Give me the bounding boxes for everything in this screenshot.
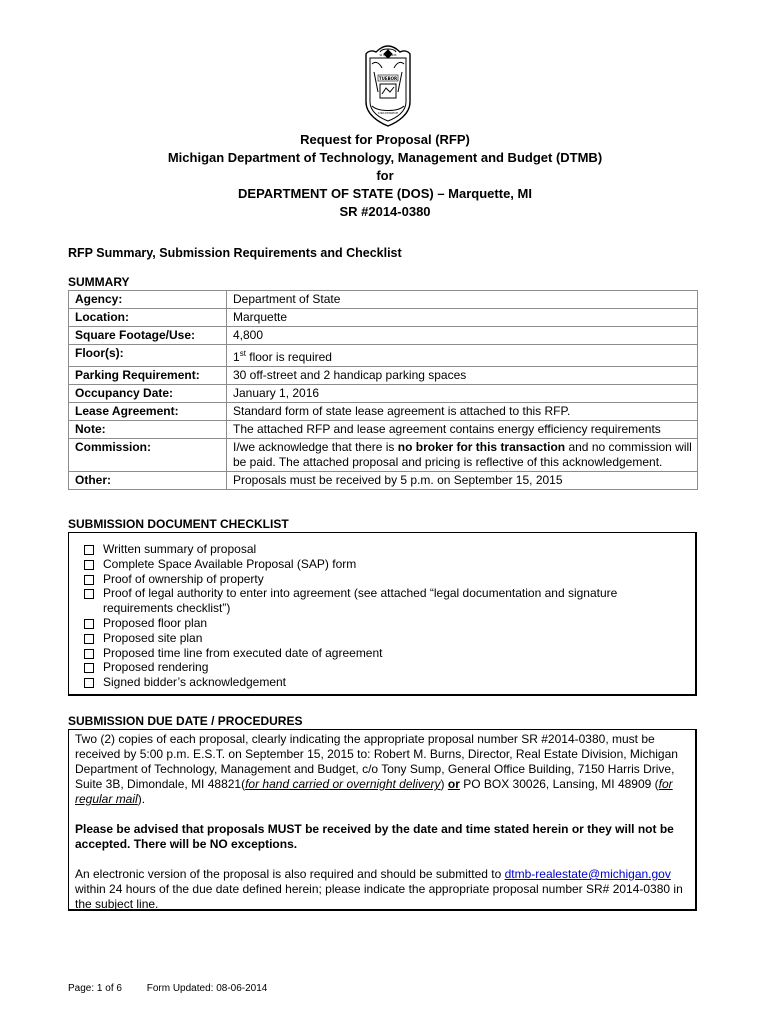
row-value: Department of State xyxy=(227,291,698,309)
michigan-seal-logo xyxy=(352,42,424,128)
row-value: 30 off-street and 2 handicap parking spaces xyxy=(227,367,698,385)
checkbox[interactable] xyxy=(84,589,94,599)
checkbox[interactable] xyxy=(84,634,94,644)
checklist-item xyxy=(83,586,673,616)
instructions-text: ) xyxy=(440,777,448,791)
checklist-item xyxy=(83,675,673,690)
seal-bottom-text: CIRCUMSPICE xyxy=(377,111,399,115)
table-row xyxy=(69,403,698,421)
table-row xyxy=(69,385,698,403)
checklist xyxy=(83,542,673,690)
due-date-heading: SUBMISSION DUE DATE / PROCEDURES xyxy=(68,714,303,728)
row-label: Note: xyxy=(69,421,227,439)
floor-suffix: st xyxy=(239,349,246,358)
checklist-item xyxy=(83,557,673,572)
row-label: Other: xyxy=(69,472,227,490)
table-row xyxy=(69,345,698,367)
title-line-4: DEPARTMENT OF STATE (DOS) – Marquette, MI xyxy=(238,186,532,201)
row-value: 4,800 xyxy=(227,327,698,345)
checkbox[interactable] xyxy=(84,619,94,629)
checklist-item-label: Proof of legal authority to enter into agreement (see attached “legal documentation and signature requirements checklist”) xyxy=(103,586,618,616)
floor-text: floor is required xyxy=(245,350,332,364)
instructions-text: PO BOX 30026, Lansing, MI 48909 ( xyxy=(459,777,659,791)
checkbox[interactable] xyxy=(84,575,94,585)
or-emphasis: or xyxy=(447,777,460,791)
floor-number: 1 xyxy=(233,350,240,364)
email-link[interactable]: dtmb-realestate@michigan.gov xyxy=(504,867,671,881)
due-date-content xyxy=(75,732,687,912)
form-updated: Form Updated: 08-06-2014 xyxy=(146,983,268,994)
row-label: Agency: xyxy=(69,291,227,309)
hand-carried-note: for hand carried or overnight delivery xyxy=(245,777,441,791)
seal-banner-text: TUEBOR xyxy=(378,76,398,81)
table-row xyxy=(69,367,698,385)
checkbox[interactable] xyxy=(84,545,94,555)
checkbox[interactable] xyxy=(84,663,94,673)
row-value: January 1, 2016 xyxy=(227,385,698,403)
title-line-5: SR #2014-0380 xyxy=(339,204,431,219)
row-label: Lease Agreement: xyxy=(69,403,227,421)
regular-mail-note: for regular mail xyxy=(75,777,673,806)
page-footer xyxy=(68,983,289,994)
summary-table xyxy=(68,290,698,490)
submission-instructions xyxy=(75,732,687,807)
checkbox[interactable] xyxy=(84,560,94,570)
row-label: Square Footage/Use: xyxy=(69,327,227,345)
checklist-item xyxy=(83,542,673,557)
checklist-box xyxy=(68,532,697,696)
table-row xyxy=(69,472,698,490)
row-value: Standard form of state lease agreement is attached to this RFP. xyxy=(227,403,698,421)
checklist-item xyxy=(83,572,673,587)
summary-heading: SUMMARY xyxy=(68,275,130,289)
checklist-item-label: Signed bidder’s acknowledgement xyxy=(103,675,287,690)
row-label: Location: xyxy=(69,309,227,327)
deadline-warning: Please be advised that proposals MUST be received by the date and time stated herein or they will not be accepted. There will be NO exceptions. xyxy=(75,822,674,851)
instructions-text: ). xyxy=(137,792,146,806)
checklist-item-label: Proposed time line from executed date of agreement xyxy=(103,645,383,660)
electronic-text: An electronic version of the proposal is also required and should be submitted to xyxy=(75,867,505,881)
checklist-item-label: Proposed rendering xyxy=(103,660,209,675)
checklist-item-label: Proposed site plan xyxy=(103,630,203,645)
document-title xyxy=(0,131,770,221)
row-value: The attached RFP and lease agreement contains energy efficiency requirements xyxy=(227,421,698,439)
checklist-item-label: Proof of ownership of property xyxy=(103,571,264,586)
row-value xyxy=(227,439,698,472)
table-row xyxy=(69,291,698,309)
section-subtitle: RFP Summary, Submission Requirements and Checklist xyxy=(68,246,402,260)
table-row xyxy=(69,309,698,327)
page-number: Page: 1 of 6 xyxy=(68,983,122,994)
row-label: Parking Requirement: xyxy=(69,367,227,385)
checklist-item-label: Written summary of proposal xyxy=(103,542,257,556)
table-row xyxy=(69,327,698,345)
commission-text-a: I/we acknowledge that there is xyxy=(233,440,398,454)
title-line-2: Michigan Department of Technology, Management and Budget (DTMB) xyxy=(167,150,603,165)
row-value xyxy=(227,345,698,367)
checklist-item-label: Complete Space Available Proposal (SAP) form xyxy=(103,556,357,571)
row-value: Proposals must be received by 5 p.m. on September 15, 2015 xyxy=(227,472,698,490)
checklist-item xyxy=(83,660,673,675)
row-label: Commission: xyxy=(69,439,227,472)
checklist-heading: SUBMISSION DOCUMENT CHECKLIST xyxy=(68,517,289,531)
table-row xyxy=(69,421,698,439)
commission-text-bold: no broker for this transaction xyxy=(397,440,566,454)
checklist-item-label: Proposed floor plan xyxy=(103,615,208,630)
title-line-3: for xyxy=(376,168,394,183)
checklist-item xyxy=(83,616,673,631)
commission-text-c: and no commission will be paid. The attached proposal and pricing is reflective of this acknowledgement. xyxy=(233,440,692,469)
due-date-box xyxy=(68,729,697,911)
checkbox[interactable] xyxy=(84,649,94,659)
checkbox[interactable] xyxy=(84,678,94,688)
seal-top-text: SI QUAERIS xyxy=(379,53,397,57)
instructions-text: Two (2) copies of each proposal, clearly indicating the appropriate proposal number SR #2014-0380, must be received by 5:00 p.m. E.S.T. on September 15, 2015 to: Robert M. Burns, Director, Real Estate Division, Michigan Department of Technology, Management and Budget, c/o Tony Sump, General Office Building, 7150 Harris Drive, Suite 3B, Dimondale, MI 48821( xyxy=(75,732,678,791)
electronic-text: within 24 hours of the due date defined herein; please indicate the appropriate proposal number SR# 2014-0380 in the subject line. xyxy=(75,882,683,911)
title-line-1: Request for Proposal (RFP) xyxy=(300,132,470,147)
checklist-item xyxy=(83,646,673,661)
row-label: Floor(s): xyxy=(69,345,227,367)
row-label: Occupancy Date: xyxy=(69,385,227,403)
row-value: Marquette xyxy=(227,309,698,327)
table-row xyxy=(69,439,698,472)
checklist-item xyxy=(83,631,673,646)
electronic-submission xyxy=(75,867,687,912)
